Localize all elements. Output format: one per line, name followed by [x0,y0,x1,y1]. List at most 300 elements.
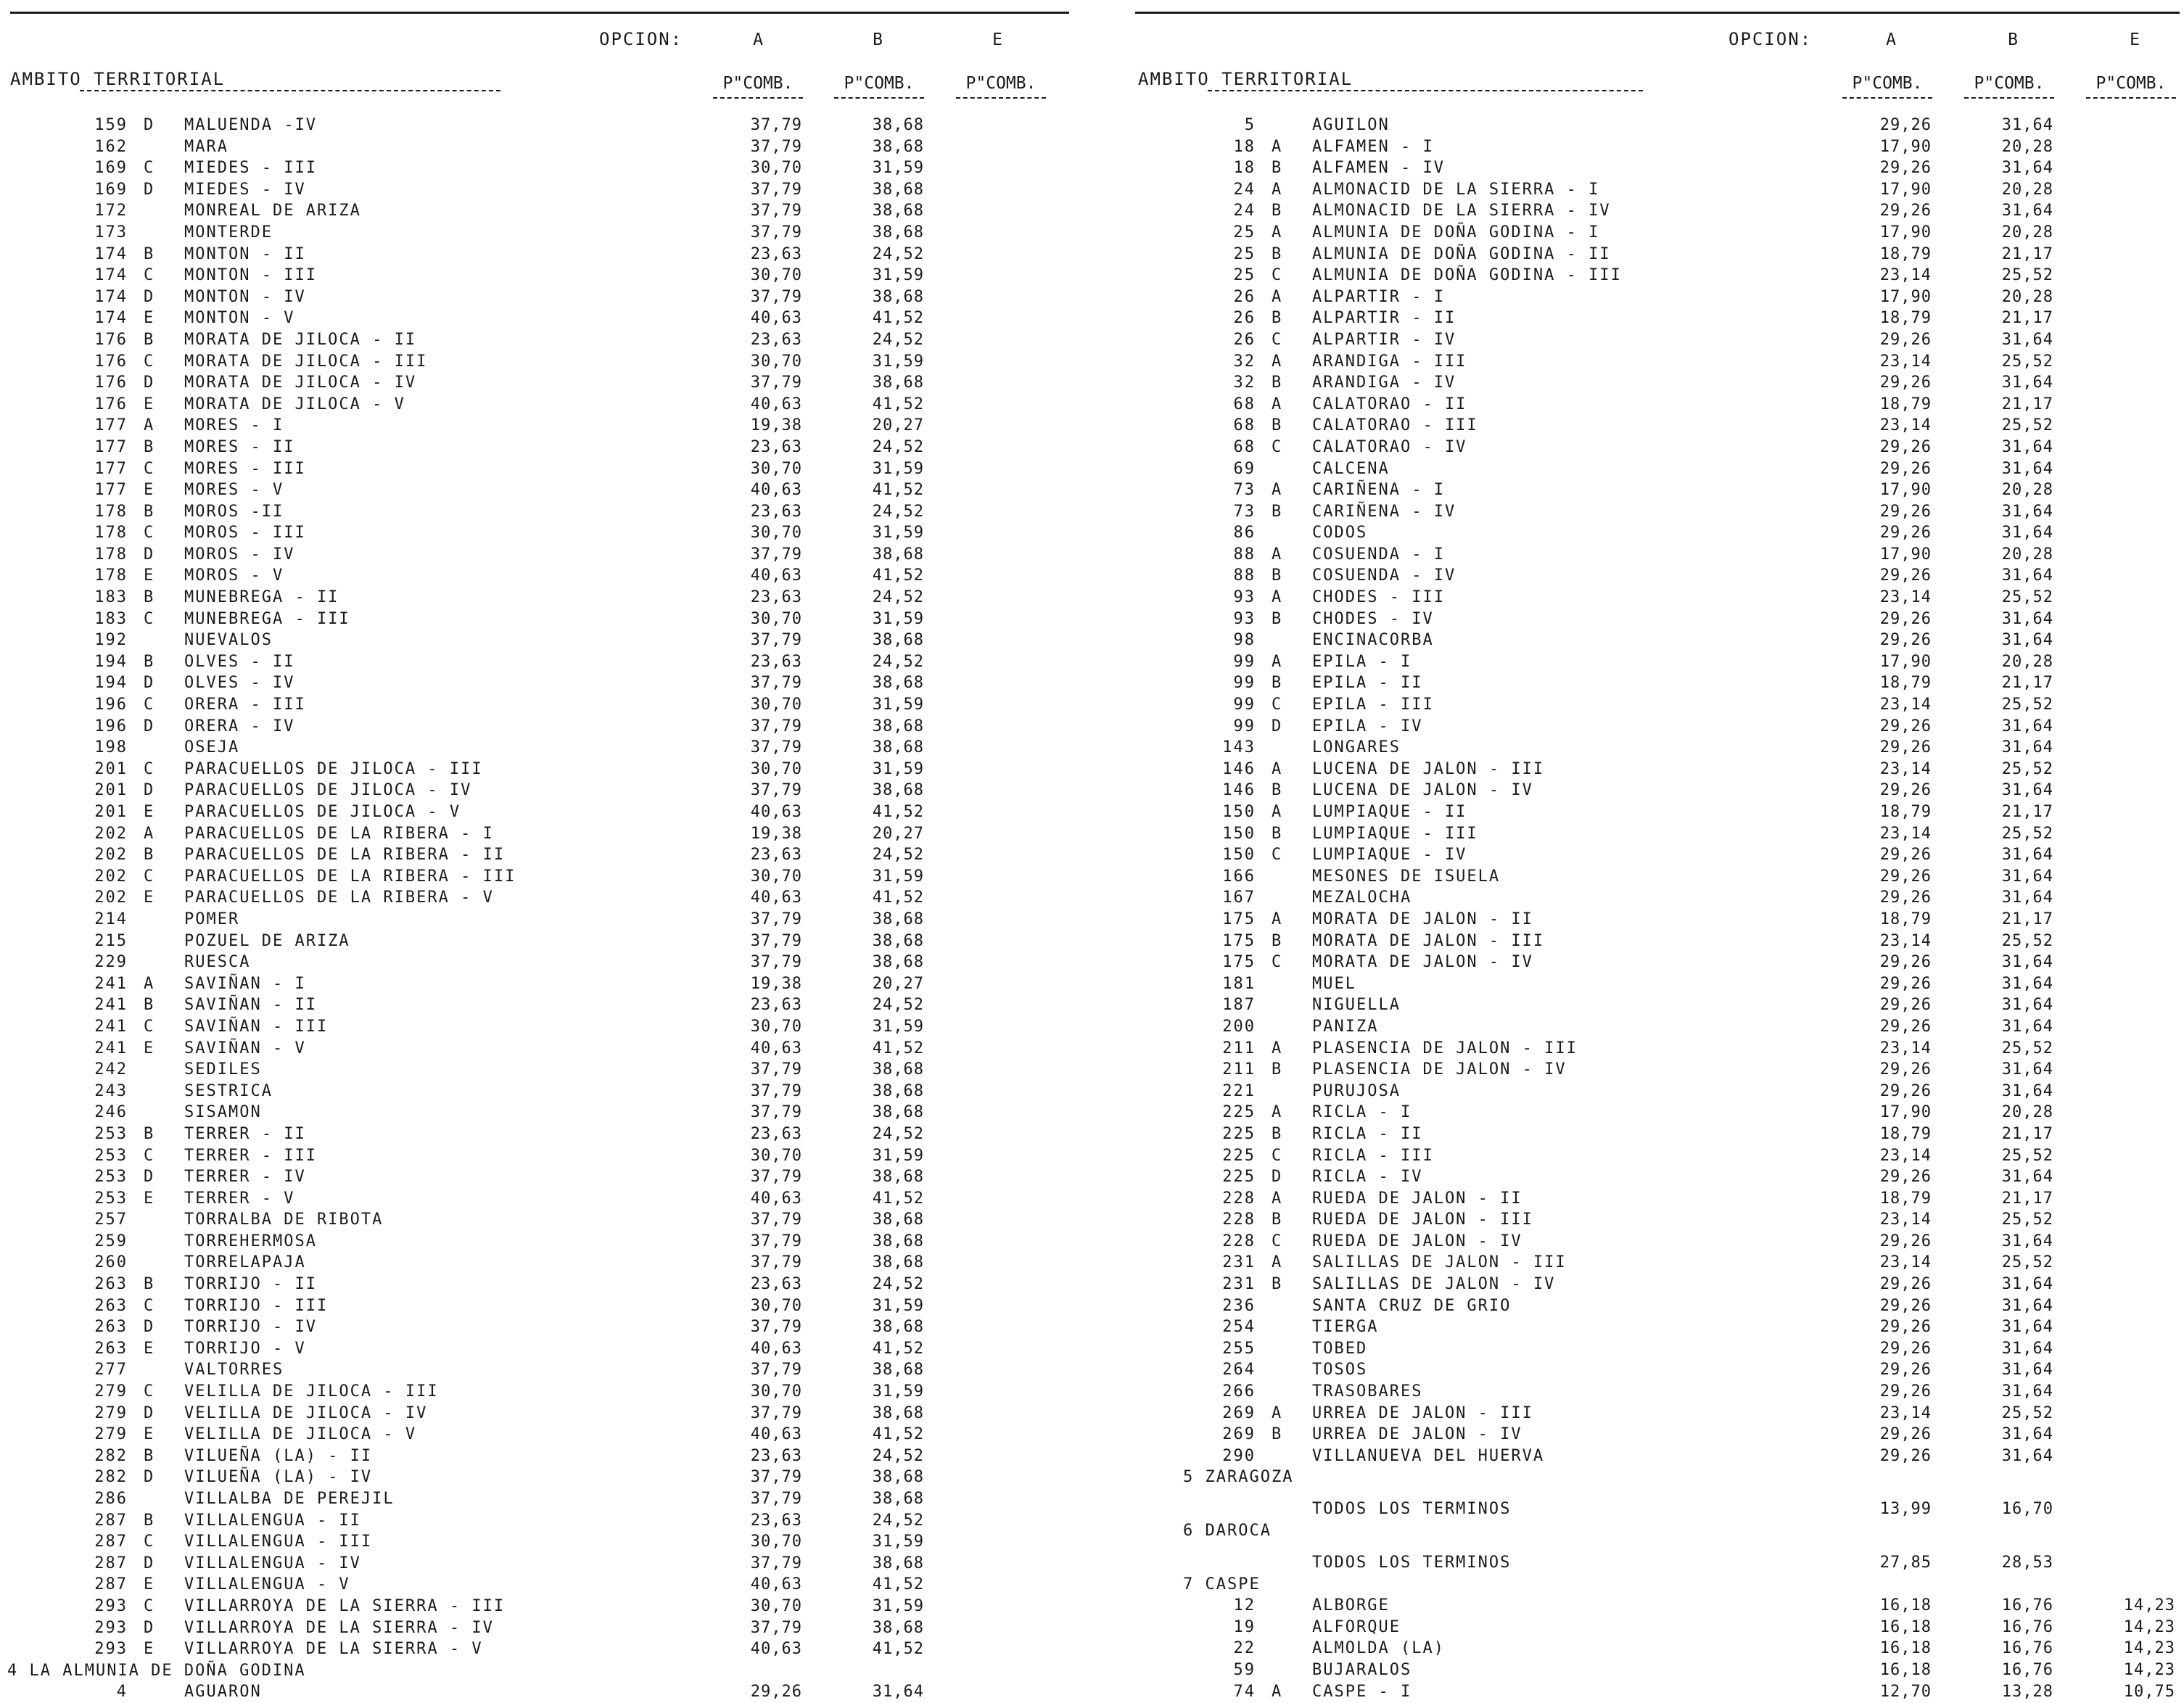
row-subcode: C [1272,1232,1283,1250]
value-option-b: 25,52 [2001,266,2053,285]
table-row [0,1123,1070,1145]
value-option-b: 24,52 [872,1275,924,1294]
territory-name: MORES - V [184,481,284,500]
value-option-a: 30,70 [750,1146,802,1165]
row-number: 25 [1233,244,1256,263]
table-row [0,115,1070,136]
value-option-a: 40,63 [750,1575,802,1594]
territory-name: LUCENA DE JALON - III [1312,759,1545,778]
value-option-a: 29,26 [1879,330,1932,349]
value-option-b: 31,64 [2001,1017,2053,1036]
table-row [0,1252,1070,1274]
row-number: 293 [94,1640,128,1659]
value-option-a: 16,18 [1879,1660,1932,1679]
value-option-b: 20,28 [2001,545,2053,564]
territory-name: MALUENDA -IV [184,116,317,134]
value-option-b: 31,64 [872,1683,924,1702]
value-option-b: 24,52 [872,1446,924,1465]
option-e-label: E [2130,30,2140,49]
row-number: 177 [94,459,128,478]
row-number: 253 [94,1168,128,1187]
territory-name: MARA [184,137,228,156]
value-option-a: 29,26 [1879,1017,1932,1036]
territory-name: AGUILON [1312,116,1390,134]
value-option-a: 30,70 [750,1382,802,1401]
value-option-a: 18,79 [1879,1189,1932,1208]
row-subcode: B [144,846,155,865]
value-option-a: 17,90 [1879,1103,1932,1122]
value-option-b: 31,59 [872,352,924,371]
table-row [0,973,1070,995]
value-option-b: 31,64 [2001,888,2053,907]
value-option-b: 25,52 [2001,588,2053,607]
value-option-b: 31,59 [872,1017,924,1036]
row-subcode: B [1272,244,1283,263]
row-subcode: A [1272,1103,1283,1122]
table-row [0,501,1070,523]
territory-name: MIEDES - III [184,159,317,178]
table-row [1135,1123,2184,1145]
value-option-b: 31,64 [2001,781,2053,800]
value-option-a: 13,99 [1879,1500,1932,1518]
table-row [0,823,1070,845]
territory-name: COSUENDA - IV [1312,566,1456,585]
territory-name: LUCENA DE JALON - IV [1312,781,1533,800]
territory-name: OLVES - II [184,652,295,671]
value-option-a: 37,79 [750,1060,802,1079]
value-option-a: 37,79 [750,1403,802,1422]
row-number: 86 [1233,524,1256,543]
row-subcode: B [144,1275,155,1294]
table-row [0,437,1070,458]
option-a-label: A [1886,30,1896,49]
value-option-b: 31,64 [2001,1168,2053,1187]
territory-name: VELILLA DE JILOCA - V [184,1425,417,1444]
value-option-b: 31,64 [2001,1446,2053,1465]
value-option-b: 31,64 [2001,1296,2053,1315]
value-option-a: 16,18 [1879,1639,1932,1658]
district-group-row [1135,1574,2184,1596]
table-row [0,1596,1070,1617]
row-number: 99 [1233,717,1256,735]
row-subcode: D [144,1318,155,1337]
table-row [1135,115,2184,136]
value-option-a: 23,63 [750,1511,802,1530]
row-number: 169 [94,159,128,178]
value-option-a: 37,79 [750,180,802,199]
row-subcode: B [1272,674,1283,693]
row-number: 231 [1222,1275,1256,1294]
table-row [1135,1617,2184,1638]
row-number: 287 [94,1533,128,1551]
row-subcode: D [144,1618,155,1637]
row-number: 241 [94,1039,128,1057]
table-row [0,1359,1070,1381]
row-subcode: A [1272,652,1283,671]
value-option-a: 29,26 [1879,202,1932,220]
row-subcode: E [144,309,155,328]
table-row [0,887,1070,909]
territory-name: PARACUELLOS DE LA RIBERA - III [184,867,516,886]
territory-name: OSEJA [184,738,240,757]
value-option-a: 37,79 [750,1081,802,1100]
row-subcode: A [1272,1253,1283,1272]
territory-name: CALATORAO - II [1312,395,1467,413]
value-option-a: 23,14 [1879,931,1932,950]
value-option-a: 29,26 [1879,374,1932,392]
territory-name: ALMUNIA DE DOÑA GODINA - II [1312,244,1611,263]
row-number: 18 [1233,159,1256,178]
value-option-a: 37,79 [750,781,802,800]
table-row [0,630,1070,651]
row-number: 225 [1222,1124,1256,1143]
value-option-b: 24,52 [872,588,924,607]
table-row [1135,1638,2184,1659]
table-row [1135,458,2184,480]
row-number: 287 [94,1511,128,1530]
value-option-a: 23,63 [750,996,802,1015]
territory-name: MOROS - IV [184,545,295,564]
row-number: 282 [94,1468,128,1487]
table-row [0,1403,1070,1424]
value-option-b: 38,68 [872,1232,924,1250]
value-option-b: 41,52 [872,395,924,413]
value-option-b: 31,64 [2001,974,2053,993]
heading-underline [1208,90,1643,91]
territory-name: MOROS - V [184,566,284,585]
table-row [1135,1681,2184,1703]
value-option-b: 21,17 [2001,803,2053,821]
table-row [1135,415,2184,437]
territory-name: NUEVALOS [184,631,273,650]
value-option-b: 38,68 [872,910,924,928]
value-option-a: 29,26 [1879,1318,1932,1337]
value-option-a: 37,79 [750,1361,802,1380]
value-option-a: 37,79 [750,738,802,757]
row-subcode: B [144,502,155,521]
row-number: 259 [94,1232,128,1250]
row-number: 32 [1233,352,1256,371]
row-number: 253 [94,1189,128,1208]
value-option-a: 23,14 [1879,1039,1932,1057]
row-number: 178 [94,502,128,521]
row-number: 263 [94,1318,128,1337]
row-subcode: C [144,1296,155,1315]
territory-name: EPILA - III [1312,696,1434,714]
value-option-a: 17,90 [1879,545,1932,564]
row-number: 175 [1222,931,1256,950]
value-option-b: 31,64 [2001,1318,2053,1337]
value-option-a: 23,63 [750,1275,802,1294]
row-number: 176 [94,374,128,392]
territory-name: MEZALOCHA [1312,888,1412,907]
territory-name: CALATORAO - III [1312,416,1478,435]
territory-name: SAVIÑAN - II [184,996,317,1015]
row-subcode: C [1272,266,1283,285]
row-number: 68 [1233,395,1256,413]
territory-name: MONREAL DE ARIZA [184,202,361,220]
territory-name: OLVES - IV [184,674,295,693]
row-subcode: B [1272,1124,1283,1143]
table-row [0,522,1070,544]
territory-name: ALFORQUE [1312,1617,1401,1636]
row-subcode: B [144,652,155,671]
row-subcode: B [1272,824,1283,843]
row-subcode: D [1272,1168,1283,1187]
row-subcode: E [144,395,155,413]
row-number: 287 [94,1575,128,1594]
row-number: 178 [94,524,128,543]
value-option-a: 17,90 [1879,652,1932,671]
territory-name: VILLARROYA DE LA SIERRA - V [184,1640,483,1659]
territory-name: CHODES - III [1312,588,1445,607]
row-subcode: D [144,180,155,199]
value-option-a: 30,70 [750,759,802,778]
value-option-a: 30,70 [750,1533,802,1551]
row-subcode: C [144,459,155,478]
row-subcode: B [144,1124,155,1143]
value-option-a: 27,85 [1879,1553,1932,1572]
row-number: 202 [94,824,128,843]
row-subcode: E [144,1189,155,1208]
row-number: 150 [1222,824,1256,843]
territory-name: PLASENCIA DE JALON - III [1312,1039,1578,1057]
territory-name: MESONES DE ISUELA [1312,867,1501,886]
row-number: 143 [1222,738,1256,757]
row-subcode: D [144,545,155,564]
table-row [1135,694,2184,716]
value-option-b: 24,52 [872,244,924,263]
table-row [1135,1081,2184,1102]
value-option-a: 23,14 [1879,824,1932,843]
table-row [1135,351,2184,373]
row-subcode: A [144,974,155,993]
row-number: 228 [1222,1211,1256,1229]
value-option-b: 16,76 [2001,1596,2053,1615]
value-option-b: 41,52 [872,309,924,328]
territory-name: COSUENDA - I [1312,545,1445,564]
row-subcode: C [1272,1146,1283,1165]
row-number: 228 [1222,1232,1256,1250]
row-number: 68 [1233,416,1256,435]
value-option-b: 38,68 [872,1618,924,1637]
value-option-a: 37,79 [750,223,802,242]
value-option-b: 21,17 [2001,395,2053,413]
table-row [0,801,1070,823]
territory-name: RUESCA [184,953,251,972]
value-option-b: 21,17 [2001,910,2053,928]
row-subcode: C [144,696,155,714]
row-number: 26 [1233,287,1256,306]
table-row [1135,479,2184,501]
table-row [1135,1038,2184,1060]
row-number: 277 [94,1361,128,1380]
row-number: 187 [1222,996,1256,1015]
row-subcode: C [144,524,155,543]
table-row [0,1446,1070,1467]
territory-name: MONTON - II [184,244,306,263]
table-row [0,329,1070,351]
row-subcode: C [144,159,155,178]
row-subcode: B [144,588,155,607]
row-subcode: C [144,759,155,778]
row-number: 98 [1233,631,1256,650]
row-number: 293 [94,1596,128,1615]
row-number: 5 [1244,116,1256,134]
value-option-b: 20,28 [2001,287,2053,306]
table-row [0,1617,1070,1639]
value-option-a: 30,70 [750,266,802,285]
row-number: 19 [1233,1617,1256,1636]
value-option-a: 17,90 [1879,223,1932,242]
table-row [0,931,1070,952]
row-subcode: C [144,1017,155,1036]
value-option-b: 25,52 [2001,1403,2053,1422]
territory-name: SALILLAS DE JALON - IV [1312,1275,1556,1294]
value-option-b: 38,68 [872,202,924,220]
territory-name: TODOS LOS TERMINOS [1312,1553,1512,1572]
row-subcode: C [144,1596,155,1615]
territory-name: MORATA DE JILOCA - IV [184,374,417,392]
row-number: 196 [94,717,128,735]
value-option-a: 19,38 [750,416,802,435]
territory-name: POZUEL DE ARIZA [184,931,350,950]
table-row [0,694,1070,716]
value-option-a: 29,26 [1879,717,1932,735]
row-number: 4 [116,1683,128,1702]
row-number: 241 [94,996,128,1015]
value-option-b: 38,68 [872,223,924,242]
value-option-b: 24,52 [872,437,924,456]
value-option-b: 38,68 [872,1361,924,1380]
row-number: 286 [94,1490,128,1508]
value-option-b: 38,68 [872,1468,924,1487]
row-number: 146 [1222,781,1256,800]
value-option-b: 25,52 [2001,352,2053,371]
row-number: 175 [1222,953,1256,972]
value-option-a: 30,70 [750,459,802,478]
table-row [1135,1446,2184,1467]
value-option-b: 25,52 [2001,1211,2053,1229]
value-option-a: 30,70 [750,1596,802,1615]
ambito-territorial-heading: AMBITO TERRITORIAL [1138,69,1353,89]
row-number: 24 [1233,202,1256,220]
value-option-a: 29,26 [1879,953,1932,972]
value-option-b: 31,64 [2001,374,2053,392]
pcomb-a-underline [713,97,803,99]
row-subcode: E [144,1575,155,1594]
territory-name: LUMPIAQUE - IV [1312,846,1467,865]
value-option-a: 29,26 [1879,459,1932,478]
pcomb-a-header: P"COMB. [1852,74,1923,93]
value-option-a: 29,26 [1879,1168,1932,1187]
row-subcode: A [1272,759,1283,778]
row-subcode: A [1272,1682,1283,1701]
value-option-a: 29,26 [1879,159,1932,178]
row-subcode: B [1272,1060,1283,1079]
table-row [0,372,1070,394]
value-option-b: 20,28 [2001,1103,2053,1122]
territory-name: VILLALENGUA - II [184,1511,361,1530]
territory-name: VILLANUEVA DEL HUERVA [1312,1446,1545,1465]
value-option-a: 40,63 [750,1640,802,1659]
territory-name: VILLARROYA DE LA SIERRA - III [184,1596,506,1615]
row-subcode: E [144,1425,155,1444]
value-option-a: 18,79 [1879,674,1932,693]
territory-name: TERRER - IV [184,1168,306,1187]
territory-name: MORATA DE JILOCA - V [184,395,405,413]
value-option-b: 38,68 [872,781,924,800]
row-subcode: B [1272,159,1283,178]
value-option-b: 38,68 [872,1490,924,1508]
row-number: 287 [94,1554,128,1572]
value-option-e: 14,23 [2123,1639,2175,1658]
territory-name: PARACUELLOS DE LA RIBERA - I [184,824,494,843]
table-row [0,458,1070,480]
table-row [0,1553,1070,1575]
row-number: 73 [1233,502,1256,521]
territory-name: TERRER - V [184,1189,295,1208]
value-option-b: 24,52 [872,652,924,671]
territory-name: MORATA DE JALON - II [1312,910,1533,928]
value-option-b: 41,52 [872,1189,924,1208]
row-subcode: D [1272,717,1283,735]
value-option-a: 17,90 [1879,481,1932,500]
table-row [1135,1403,2184,1424]
value-option-a: 23,14 [1879,1253,1932,1272]
value-option-a: 37,79 [750,287,802,306]
pcomb-b-header: P"COMB. [1974,74,2045,93]
territory-name: ORERA - III [184,696,306,714]
table-row [0,1038,1070,1060]
value-option-a: 18,79 [1879,803,1932,821]
row-number: 201 [94,759,128,778]
value-option-a: 40,63 [750,803,802,821]
row-number: 68 [1233,437,1256,456]
row-number: 269 [1222,1403,1256,1422]
value-option-b: 31,64 [2001,1382,2053,1401]
row-number: 215 [94,931,128,950]
value-option-a: 37,79 [750,137,802,156]
value-option-a: 29,26 [1879,1425,1932,1444]
table-row [0,351,1070,373]
value-option-a: 17,90 [1879,180,1932,199]
row-number: 236 [1222,1296,1256,1315]
table-row [0,1081,1070,1102]
value-option-a: 37,79 [750,1618,802,1637]
table-row [1135,308,2184,329]
territory-name: VILUEÑA (LA) - II [184,1446,373,1465]
table-row [1135,994,2184,1016]
value-option-b: 20,27 [872,416,924,435]
row-number: 290 [1222,1446,1256,1465]
territory-name: NIGUELLA [1312,996,1401,1015]
value-option-b: 25,52 [2001,1039,2053,1057]
value-option-b: 41,52 [872,481,924,500]
row-subcode: A [1272,352,1283,371]
value-option-b: 31,59 [872,1296,924,1315]
value-option-b: 38,68 [872,1253,924,1272]
table-row [0,479,1070,501]
value-option-b: 41,52 [872,1339,924,1358]
value-option-b: 31,64 [2001,953,2053,972]
table-row [1135,394,2184,416]
value-option-a: 40,63 [750,1425,802,1444]
value-option-b: 38,68 [872,1103,924,1122]
left-column [0,0,1070,1701]
value-option-a: 29,26 [1879,1275,1932,1294]
row-subcode: B [1272,781,1283,800]
